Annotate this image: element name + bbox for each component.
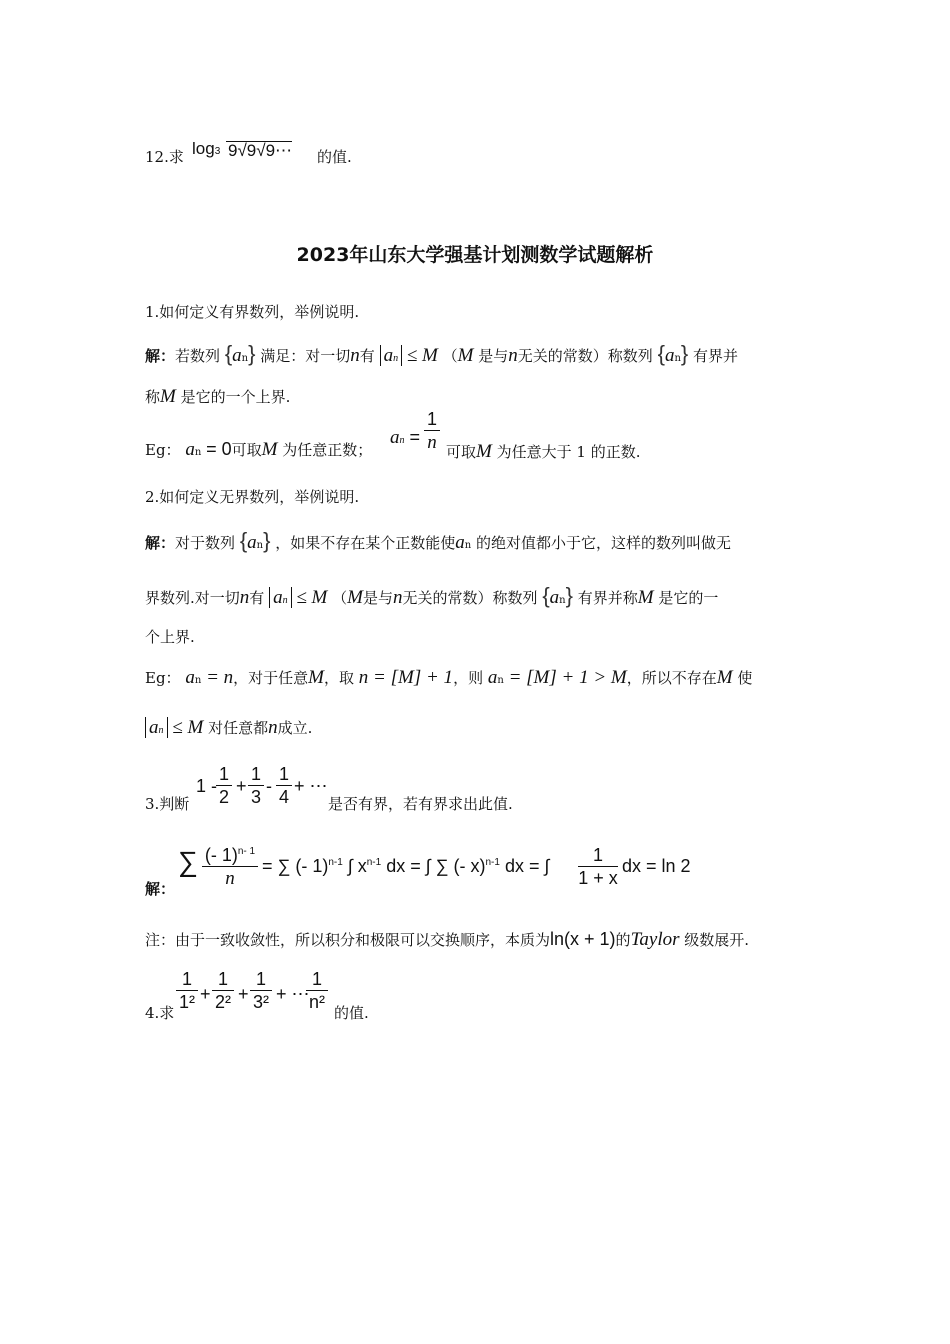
- q12-radical: 9√9√9⋯: [228, 141, 293, 160]
- q4-prefix: 4.求: [145, 1004, 175, 1022]
- q12-line: [145, 150, 184, 165]
- q3-expr-frac2: 1 1 + x: [578, 845, 618, 888]
- q1-eg2-fraction: 1 n: [424, 410, 440, 452]
- q3-prefix: 3.判断: [145, 795, 190, 813]
- q3-note: 注：由于一致收敛性，所以积分和极限可以交换顺序，本质为ln(x + 1)的Taylor 级数展开.: [145, 929, 750, 950]
- q2-example: Eg： an = n，对于任意M，取 n = [M] + 1，则 an = [M] + 1 > M，所以不存在M 使: [145, 667, 753, 688]
- q1-solution-line2: 称M 是它的一个上界.: [145, 386, 291, 407]
- q3-sol-label: 解：: [145, 880, 176, 898]
- q12-suffix: 的值.: [317, 148, 352, 166]
- q3-frac-1: 1 2: [216, 765, 232, 806]
- q12-log: log3: [192, 139, 221, 158]
- q3-expr-frac: (- 1)$^{n- 1}$ n: [202, 846, 258, 888]
- q3-expr-mid: = ∑ (- 1)$^{n-1}$ ∫ $x^{n-1}$ dx = ∫ ∑ (- x)$^{n-1}$ dx = ∫: [262, 856, 550, 876]
- page-title: 2023年山东大学强基计划测数学试题解析: [296, 244, 654, 266]
- q3-expr-end: dx = ln 2: [622, 856, 691, 876]
- q12-prefix: 12.求: [145, 148, 184, 166]
- q1-solution-line1: 解：若数列 {an} 满足：对一切n有 an ≤ M （M 是与n无关的常数）称数列 {an} 有界并: [145, 341, 739, 366]
- document-page: 12.求 log3 9√9√9⋯ 的值. 2023年山东大学强基计划测数学试题解析 1.如何定义有界数列，举例说明. 解：若数列 {an} 满足：对一切n有 an ≤ M （M 是与n无关的常数）称数列 {an} 有界并 称M 是它的一个上界. Eg： an = 0可取M 为任意正数； an = 1 n 可取M 为任意大于 1 的正数. 2.如何定义无界数列，举例说明. 解：对于数列 {an} ，如果不存在某个正数能使an 的绝对值都小于它，这样的数列叫做无 界数列.对一切n有 an ≤ M （M是与n无关的常数）称数列 {an} 有界并称M 是它的一 个上界. Eg： an = n，对于任意M，取 n = [M] + 1，则 an = [M] + 1 > M，所以不存在M 使 an ≤ M 对任意都n成立. 3.判断 1 - 1 2 + 1 3 - 1 4 + ⋯ 是否有界，若有界求出此值. 解： ∑ (- 1)$^{n- 1}$ n = ∑ (- 1)$^{n-1}$ ∫ $x^{n-1}$ dx = ∫ ∑ (- x)$^{n-1}$ dx = ∫ 1 1 + x dx = ln 2 注：由于一致收敛性，所以积分和极限可以交换顺序，本质为ln(x + 1)的Taylor 级数展开. 4.求 1 1² + 1 2² + 1 3² + ⋯ 1 n² 的值.: [0, 0, 950, 1344]
- q1-question: 1.如何定义有界数列，举例说明.: [145, 303, 360, 321]
- q1-eg2-text: 可取M 为任意大于 1 的正数.: [446, 441, 641, 462]
- q3-sum-1: ∑: [178, 846, 198, 877]
- q3-suffix: 是否有界，若有界求出此值.: [328, 795, 513, 813]
- q4-term-1: 1 1²: [176, 970, 198, 1011]
- q4-term-2: 1 2²: [212, 970, 234, 1011]
- q2-solution-line1: 解：对于数列 {an} ，如果不存在某个正数能使an 的绝对值都小于它，这样的数列叫做无: [145, 528, 732, 553]
- q4-last: 1 n²: [306, 970, 328, 1011]
- q4-term-3: 1 3²: [250, 970, 272, 1011]
- q3-frac-2: 1 3: [248, 765, 264, 806]
- q3-series-tail: + ⋯: [294, 776, 328, 796]
- q3-frac-3: 1 4: [276, 765, 292, 806]
- q4-suffix: 的值.: [334, 1004, 369, 1022]
- q2-solution-line5: an ≤ M 对任意都n成立.: [145, 718, 312, 737]
- q1-example: Eg： an = 0可取M 为任意正数；: [145, 439, 373, 460]
- q2-question: 2.如何定义无界数列，举例说明.: [145, 488, 360, 506]
- q2-solution-line3: 个上界.: [145, 628, 195, 646]
- q3-series-lead: 1 -: [196, 776, 218, 796]
- q2-solution-line2: 界数列.对一切n有 an ≤ M （M是与n无关的常数）称数列 {an} 有界并称M 是它的一: [145, 583, 719, 608]
- q1-eg2-lhs: an =: [390, 427, 420, 448]
- q4-dots: + ⋯: [276, 984, 310, 1004]
